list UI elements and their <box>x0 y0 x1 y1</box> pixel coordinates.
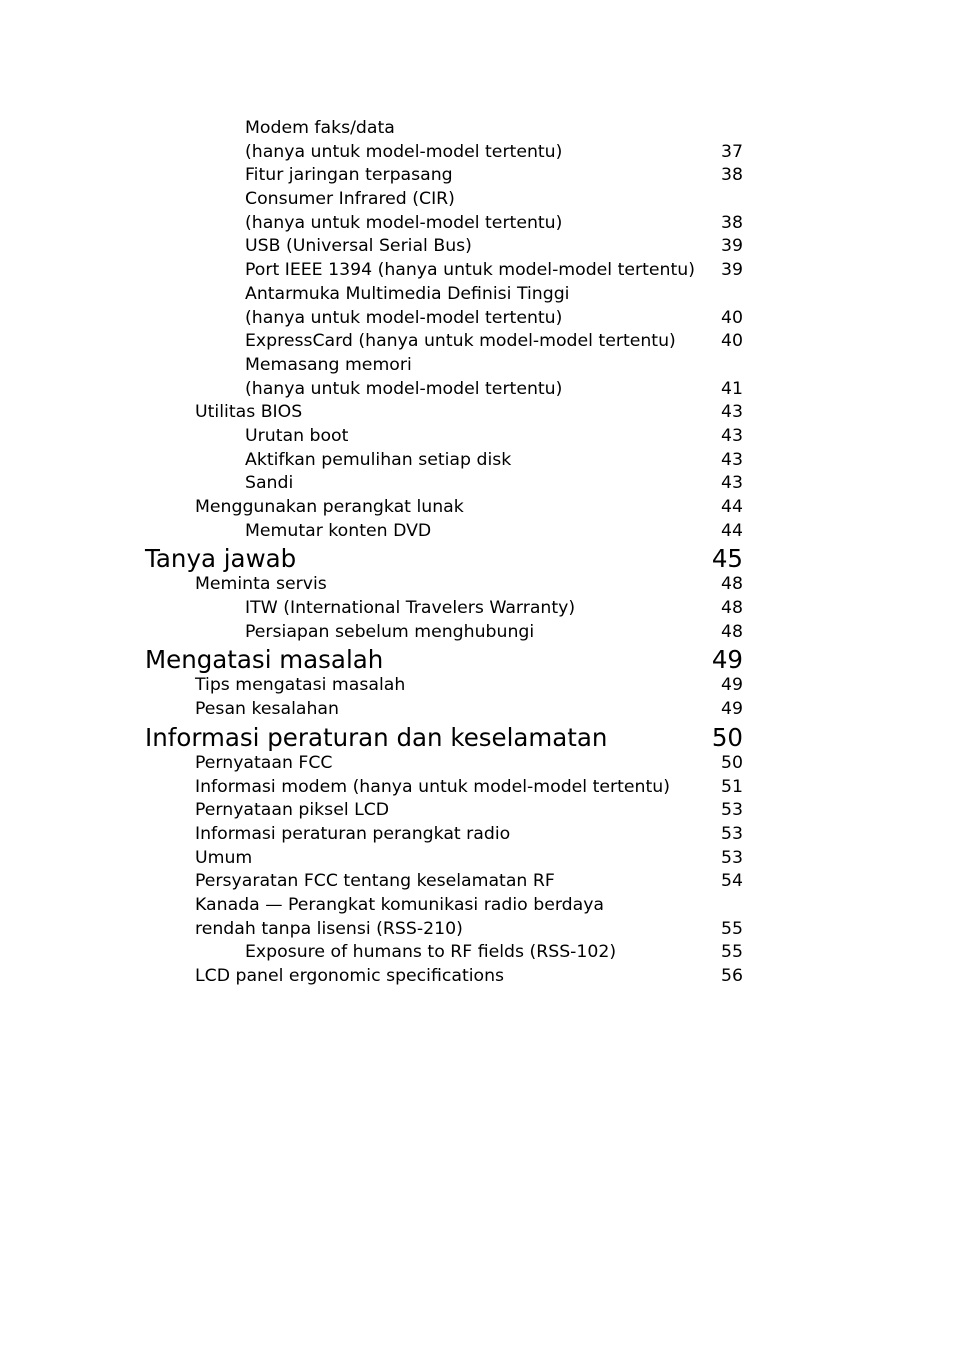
toc-entry-title: USB (Universal Serial Bus) <box>245 236 472 257</box>
toc-entry-title: Informasi peraturan dan keselamatan <box>145 722 608 752</box>
toc-entry-title: Fitur jaringan terpasang <box>245 165 453 186</box>
toc-entry-title: Memutar konten DVD <box>245 520 432 541</box>
toc-entry-title: Meminta servis <box>195 574 327 595</box>
toc-entry-page-number: 43 <box>721 425 743 446</box>
toc-entry-page-number: 38 <box>721 165 743 186</box>
toc-entry-page-number: 49 <box>721 675 743 696</box>
toc-entry-page-number: 39 <box>721 236 743 257</box>
toc-entry-title: Pernyataan piksel LCD <box>195 800 390 821</box>
toc-entry-page-number: 43 <box>721 402 743 423</box>
toc-entry-page-number: 40 <box>721 307 743 328</box>
toc-section-entry[interactable] <box>145 752 743 776</box>
toc-entry-title: Informasi modem (hanya untuk model-model tertentu) <box>195 776 670 797</box>
toc-chapter-entry[interactable] <box>145 544 743 574</box>
toc-entry-page-number: 51 <box>721 776 743 797</box>
toc-entry-page-number: 43 <box>721 449 743 470</box>
toc-entry-title: Port IEEE 1394 (hanya untuk model-model tertentu) <box>245 260 695 281</box>
toc-entry-title: Umum <box>195 847 253 868</box>
toc-section-entry[interactable] <box>145 965 743 989</box>
toc-subsection-entry[interactable] <box>145 378 743 402</box>
toc-section-entry[interactable] <box>145 894 743 918</box>
toc-subsection-entry[interactable] <box>145 164 743 188</box>
toc-subsection-entry[interactable] <box>145 621 743 645</box>
toc-entry-title: Memasang memori <box>245 354 412 375</box>
toc-subsection-entry[interactable] <box>145 307 743 331</box>
toc-entry-page-number: 37 <box>721 141 743 162</box>
toc-entry-page-number: 44 <box>721 497 743 517</box>
toc-entry-page-number: 55 <box>721 942 743 963</box>
toc-entry-page-number: 56 <box>721 966 743 986</box>
toc-entry-title: ITW (International Travelers Warranty) <box>245 598 576 619</box>
toc-subsection-entry[interactable] <box>145 520 743 544</box>
toc-section-entry[interactable] <box>145 401 743 425</box>
toc-entry-page-number: 49 <box>711 645 743 675</box>
toc-entry-title: Aktifkan pemulihan setiap disk <box>245 449 512 470</box>
toc-section-entry[interactable] <box>145 799 743 823</box>
toc-entry-page-number: 50 <box>711 722 743 752</box>
toc-entry-page-number: 43 <box>721 473 743 494</box>
toc-entry-page-number: 48 <box>721 598 743 619</box>
toc-subsection-entry[interactable] <box>145 141 743 165</box>
toc-entry-title: (hanya untuk model-model tertentu) <box>245 141 563 162</box>
toc-section-entry[interactable] <box>145 496 743 520</box>
toc-chapter-entry[interactable] <box>145 723 743 753</box>
toc-subsection-entry[interactable] <box>145 941 743 965</box>
toc-entry-page-number: 53 <box>721 800 743 821</box>
toc-entry-page-number: 44 <box>721 520 743 541</box>
toc-entry-title: Menggunakan perangkat lunak <box>195 497 464 517</box>
toc-subsection-entry[interactable] <box>145 597 743 621</box>
toc-entry-title: Pesan kesalahan <box>195 699 339 720</box>
toc-subsection-entry[interactable] <box>145 425 743 449</box>
toc-chapter-entry[interactable] <box>145 645 743 675</box>
toc-section-entry[interactable] <box>145 823 743 847</box>
toc-entry-title: Modem faks/data <box>245 118 395 138</box>
toc-entry-title: Utilitas BIOS <box>195 402 303 423</box>
toc-section-entry[interactable] <box>145 870 743 894</box>
table-of-contents <box>145 117 743 989</box>
toc-entry-title: Kanada — Perangkat komunikasi radio berdaya <box>195 894 605 915</box>
toc-entry-page-number: 53 <box>721 823 743 844</box>
toc-subsection-entry[interactable] <box>145 212 743 236</box>
toc-entry-page-number: 55 <box>721 918 743 939</box>
toc-entry-title: Tips mengatasi masalah <box>195 675 406 696</box>
toc-subsection-entry[interactable] <box>145 354 743 378</box>
toc-entry-title: Persiapan sebelum menghubungi <box>245 621 535 642</box>
toc-section-entry[interactable] <box>145 674 743 698</box>
toc-entry-page-number: 39 <box>721 260 743 281</box>
toc-entry-title: (hanya untuk model-model tertentu) <box>245 307 563 328</box>
toc-entry-page-number: 41 <box>721 378 743 399</box>
toc-entry-page-number: 38 <box>721 212 743 233</box>
toc-entry-title: (hanya untuk model-model tertentu) <box>245 212 563 233</box>
toc-subsection-entry[interactable] <box>145 235 743 259</box>
toc-entry-title: Pernyataan FCC <box>195 752 333 773</box>
toc-entry-title: Consumer Infrared (CIR) <box>245 189 455 210</box>
toc-subsection-entry[interactable] <box>145 117 743 141</box>
toc-entry-title: (hanya untuk model-model tertentu) <box>245 378 563 399</box>
toc-entry-title: ExpressCard (hanya untuk model-model tertentu) <box>245 331 676 352</box>
toc-entry-page-number: 50 <box>721 752 743 773</box>
toc-entry-page-number: 54 <box>721 871 743 892</box>
toc-entry-page-number: 48 <box>721 574 743 595</box>
toc-subsection-entry[interactable] <box>145 472 743 496</box>
toc-entry-title: Persyaratan FCC tentang keselamatan RF <box>195 871 555 892</box>
toc-entry-title: Antarmuka Multimedia Definisi Tinggi <box>245 283 570 304</box>
toc-subsection-entry[interactable] <box>145 283 743 307</box>
toc-section-entry[interactable] <box>145 776 743 800</box>
toc-entry-title: Exposure of humans to RF fields (RSS-102) <box>245 942 617 963</box>
toc-entry-page-number: 53 <box>721 847 743 868</box>
toc-entry-page-number: 40 <box>721 331 743 352</box>
toc-entry-page-number: 45 <box>711 544 743 574</box>
toc-entry-title: Informasi peraturan perangkat radio <box>195 823 511 844</box>
toc-entry-title: LCD panel ergonomic specifications <box>195 966 505 986</box>
toc-subsection-entry[interactable] <box>145 449 743 473</box>
toc-entry-title: Sandi <box>245 473 294 494</box>
toc-entry-title: Mengatasi masalah <box>145 645 384 675</box>
toc-section-entry[interactable] <box>145 918 743 942</box>
toc-entry-page-number: 48 <box>721 621 743 642</box>
toc-entry-title: Urutan boot <box>245 425 349 446</box>
toc-entry-title: rendah tanpa lisensi (RSS-210) <box>195 918 463 939</box>
toc-entry-title: Tanya jawab <box>145 544 297 574</box>
toc-section-entry[interactable] <box>145 698 743 722</box>
toc-section-entry[interactable] <box>145 847 743 871</box>
toc-entry-page-number: 49 <box>721 699 743 720</box>
toc-section-entry[interactable] <box>145 573 743 597</box>
toc-subsection-entry[interactable] <box>145 330 743 354</box>
toc-subsection-entry[interactable] <box>145 259 743 283</box>
toc-subsection-entry[interactable] <box>145 188 743 212</box>
